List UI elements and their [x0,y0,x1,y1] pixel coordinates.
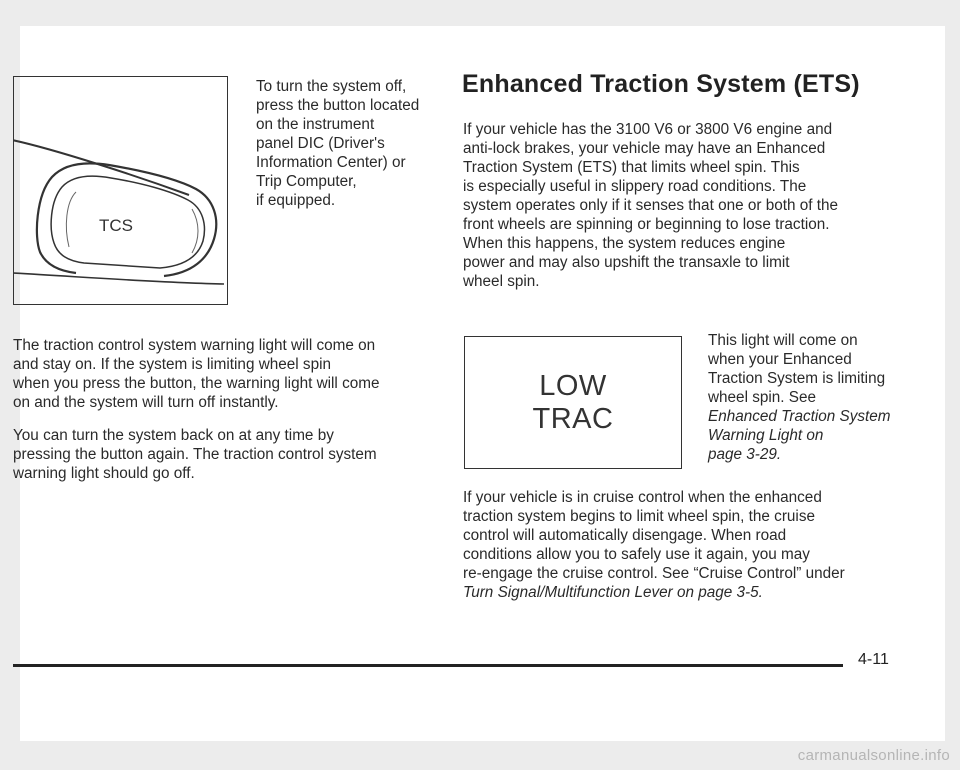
text-line: on and the system will turn off instantly. [13,394,279,411]
text-line: panel DIC (Driver's [256,135,385,152]
text-line: warning light should go off. [13,465,195,482]
text-line: To turn the system off, [256,78,407,95]
text-line: and stay on. If the system is limiting wheel spin [13,356,331,373]
text-line: Trip Computer, [256,173,357,190]
tcs-intro-text [256,77,419,210]
text-line: if equipped. [256,192,336,209]
cross-reference-text: Enhanced Traction System [708,408,891,425]
tcs-button-illustration [14,77,228,305]
warning-light-paragraph [13,336,379,412]
text-line: The traction control system warning light will come on [13,337,376,354]
text-line: anti-lock brakes, your vehicle may have an Enhanced [463,140,826,157]
text-line: Traction System (ETS) that limits wheel spin. This [463,159,800,176]
low-trac-label-line1: LOW [539,369,607,402]
tcs-button-figure [13,76,228,305]
text-line: is especially useful in slippery road conditions. The [463,178,807,195]
turn-back-on-paragraph [13,426,377,483]
low-trac-label-line2: TRAC [532,402,614,435]
text-line: If your vehicle is in cruise control when the enhanced [463,489,822,506]
low-trac-indicator-figure [464,336,682,469]
text-line: This light will come on [708,332,858,349]
text-line: when your Enhanced [708,351,852,368]
ets-description-paragraph [463,120,838,291]
text-line: power and may also upshift the transaxle to limit [463,254,790,271]
text-line: pressing the button again. The traction control system [13,446,377,463]
text-line: Traction System is limiting [708,370,886,387]
text-line: conditions allow you to safely use it again, you may [463,546,810,563]
text-line: on the instrument [256,116,375,133]
text-line: front wheels are spinning or beginning to lose traction. [463,216,830,233]
cross-reference-text: page 3-29. [708,446,782,463]
text-line: press the button located [256,97,420,114]
text-line: You can turn the system back on at any time by [13,427,334,444]
footer-rule [13,664,843,667]
page-number: 4-11 [858,651,889,668]
text-line: When this happens, the system reduces engine [463,235,786,252]
text-line: wheel spin. [463,273,540,290]
watermark: carmanualsonline.info [797,747,950,764]
tcs-label: TCS [99,216,133,235]
text-line: when you press the button, the warning light will come [13,375,380,392]
cross-reference-text: Warning Light on [708,427,824,444]
cruise-control-paragraph [463,488,845,602]
light-description-text [708,331,891,464]
text-line: system operates only if it senses that one or both of the [463,197,838,214]
text-line: If your vehicle has the 3100 V6 or 3800 V6 engine and [463,121,833,138]
text-line: traction system begins to limit wheel spin, the cruise [463,508,815,525]
text-line: wheel spin. See [708,389,816,406]
section-heading: Enhanced Traction System (ETS) [462,70,860,98]
text-line: control will automatically disengage. When road [463,527,787,544]
cross-reference-text: Turn Signal/Multifunction Lever on page 3-5. [463,584,763,601]
text-line: re-engage the cruise control. See “Cruise Control” under [463,565,845,582]
text-line: Information Center) or [256,154,406,171]
